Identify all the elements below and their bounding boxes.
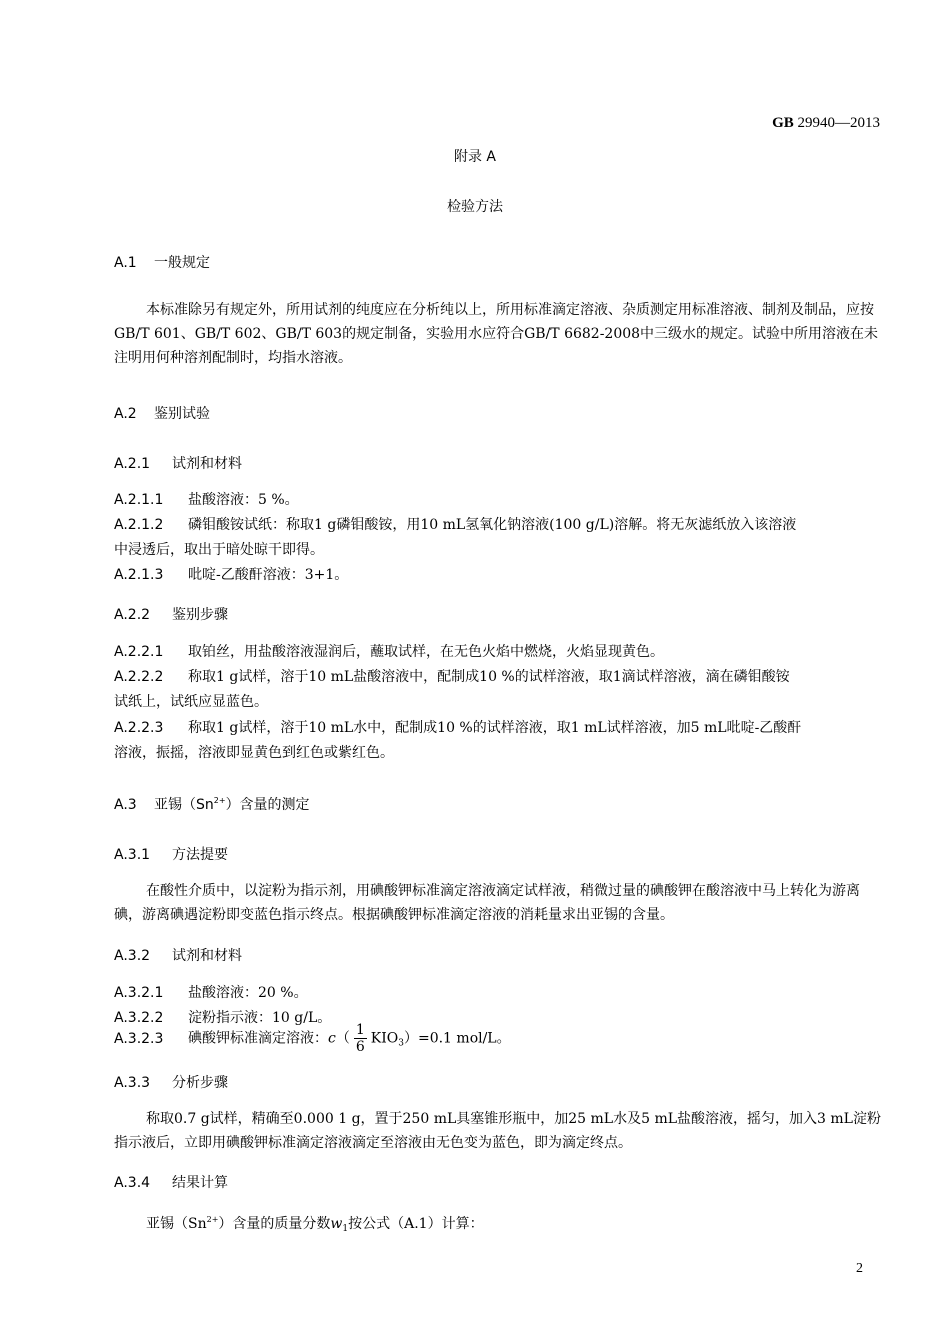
section-a22-heading: A.2.2 鉴别步骤	[114, 607, 228, 623]
section-a31-paragraph: 在酸性介质中，以淀粉为指示剂，用碘酸钾标准滴定溶液滴定试样液，稍微过量的碘酸钾在酸溶液中马上转化为游离碘，游离碘遇淀粉即变蓝色指示终点。根据碘酸钾标准滴定溶液的消耗量求出亚锡的含量。	[114, 883, 860, 923]
section-a34-text: 亚锡$(Sn^{2+})$含量的质量分数$w_1$按公式（A.1）计算：	[146, 1215, 484, 1234]
item-a321: A.3.2.1 盐酸溶液：20 %。	[114, 985, 308, 1001]
item-a222: A.2.2.2 称取1 g试样，溶于10 mL盐酸溶液中，配制成10 %的试样溶液，取1滴试样溶液，滴在磷钼酸铵	[114, 669, 790, 685]
section-a32-heading: A.3.2 试剂和材料	[114, 948, 242, 964]
section-a33-heading: A.3.3 分析步骤	[114, 1075, 228, 1091]
item-a211: A.2.1.1 盐酸溶液：5 %。	[114, 492, 299, 508]
appendix-title: 检验方法	[447, 199, 503, 215]
item-a213: A.2.1.3 吡啶-乙酸酐溶液：3+1。	[114, 567, 349, 583]
item-a323: A.3.2.3 碘酸钾标准滴定溶液：c（ $\frac{1}{6}$ $KIO_3)=0.1$ mol/L。	[114, 1022, 511, 1055]
section-a33-paragraph: 称取0.7 g试样，精确至0.000 1 g，置于250 mL具塞锥形瓶中，加25 mL水及5 mL盐酸溶液，摇匀，加入3 mL淀粉指示液后，立即用碘酸钾标准滴定溶液滴定至溶液由无色变为蓝色，即为滴定终点。	[114, 1111, 881, 1151]
section-a34-heading: A.3.4 结果计算	[114, 1175, 228, 1191]
page-number: 2	[856, 1261, 863, 1276]
section-a1-heading: A.1 一般规定	[114, 255, 210, 271]
section-a21-heading: A.2.1 试剂和材料	[114, 456, 242, 472]
section-a2-heading: A.2 鉴别试验	[114, 406, 210, 422]
section-a31-heading: A.3.1 方法提要	[114, 847, 228, 863]
item-a222-cont: 试纸上，试纸应显蓝色。	[114, 694, 268, 710]
item-a221: A.2.2.1 取铂丝，用盐酸溶液湿润后，蘸取试样，在无色火焰中燃烧，火焰显现黄色。	[114, 644, 664, 660]
item-a223: A.2.2.3 称取1 g试样，溶于10 mL水中，配制成10 %的试样溶液，取1 mL试样溶液，加5 mL吡啶-乙酸酐	[114, 720, 802, 736]
item-a322: A.3.2.2 淀粉指示液：10 g/L。	[114, 1010, 332, 1026]
item-a212-cont: 中浸透后，取出于暗处晾干即得。	[114, 542, 324, 558]
standard-number: GB 29940—2013	[772, 115, 880, 131]
item-a212: A.2.1.2 磷钼酸铵试纸：称取1 g磷钼酸铵，用10 mL氢氧化钠溶液(100 g/L)溶解。将无灰滤纸放入该溶液	[114, 517, 797, 533]
appendix-label: 附录 A	[453, 149, 497, 165]
fraction-one-sixth: $\frac{1}{6}$	[355, 1022, 365, 1055]
item-a223-cont: 溶液，振摇，溶液即显黄色到红色或紫红色。	[114, 745, 394, 761]
section-a3-heading: A.3 亚锡$(Sn^{2+})$含量的测定	[114, 796, 310, 813]
section-a1-paragraph: 本标准除另有规定外，所用试剂的纯度应在分析纯以上，所用标准滴定溶液、杂质测定用标准溶液、制剂及制品，应按GB/T 601、GB/T 602、GB/T 603的规定制备，实验用水应符合GB/T 6682-2008中三级水的规定。试验中所用溶液在未注明用何种溶剂配制时，均指水溶液。	[114, 302, 879, 366]
